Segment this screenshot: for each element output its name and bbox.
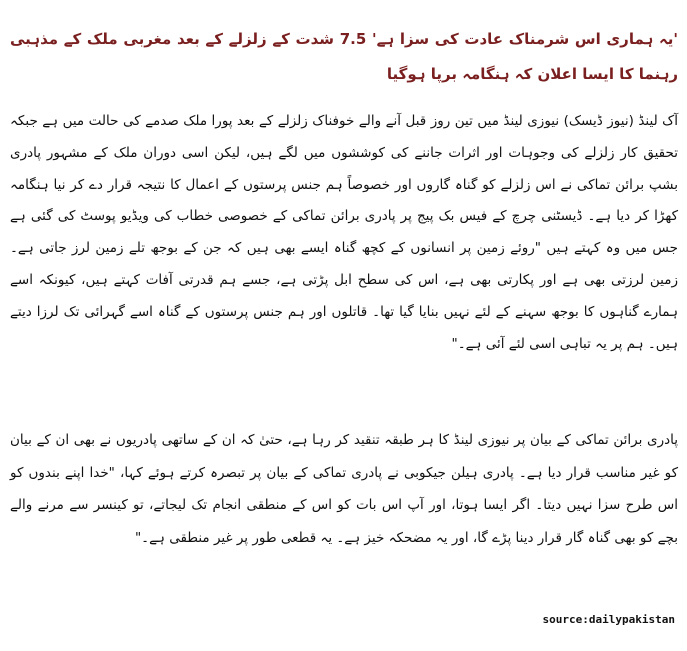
source-credit: source:dailypakistan: [542, 613, 675, 626]
article-headline: 'یہ ہماری اس شرمناک عادت کی سزا ہے' 7.5 شدت کے زلزلے کے بعد مغربی ملک کے مذہبی رہنما کا ایسا اعلان کہ ہنگامہ برپا ہوگیا: [10, 30, 679, 83]
article-paragraph-1: آک لینڈ (نیوز ڈیسک) نیوزی لینڈ میں تین روز قبل آنے والے خوفناک زلزلے کے بعد پورا ملک صدمے کی حالت میں ہے جبکہ تحقیق کار زلزلے کی وجوہات اور اثرات جاننے کی کوششوں میں لگے ہیں، لیکن اسی دوران ملک کے مشہور پادری بشپ برائن تماکی نے اس زلزلے کو گناہ گاروں اور خصوصاً ہم جنس پرستوں کے اعمال کا نتیجہ قرار دے کر نیا ہنگامہ کھڑا کر دیا ہے۔ ڈیسٹنی چرچ کے فیس بک پیج پر پادری برائن تماکی کے خصوصی خطاب کی ویڈیو پوسٹ کی گئی ہے جس میں وہ کہتے ہیں "روئے زمین پر انسانوں کے کچھ گناہ ایسے بھی ہیں کہ جن کے بوجھ تلے زمین لرز جاتی ہے۔ زمین لرزتی بھی ہے اور پکارتی بھی ہے، اس کی سطح ابل پڑتی ہے، جسے ہم قدرتی آفات کہتے ہیں، کیونکہ اسے ہمارے گناہوں کا بوجھ سہنے کے لئے نہیں بنایا گیا تھا۔ قاتلوں اور ہم جنس پرستوں کے گناہ اسے گہرائی تک لرزا دیتے ہیں۔ ہم پر یہ تباہی اسی لئے آئی ہے۔": [10, 113, 678, 352]
article-paragraph-2: پادری برائن تماکی کے بیان پر نیوزی لینڈ کا ہر طبقہ تنقید کر رہا ہے، حتیٰ کہ ان کے ساتھی پادریوں نے بھی ان کے بیان کو غیر مناسب قرار دیا ہے۔ پادری ہیلن جیکوبی نے پادری تماکی کے بیان پر تبصرہ کرتے ہوئے کہا، "خدا اپنے بندوں کو اس طرح سزا نہیں دیتا۔ اگر ایسا ہوتا، اور آپ اس بات کو اس کے منطقی انجام تک لیجاتے، تو کینسر سے مرنے والے بچے کو بھی گناہ گار قرار دینا پڑے گا، اور یہ مضحکہ خیز ہے۔ یہ قطعی طور پر غیر منطقی ہے۔": [10, 432, 678, 546]
